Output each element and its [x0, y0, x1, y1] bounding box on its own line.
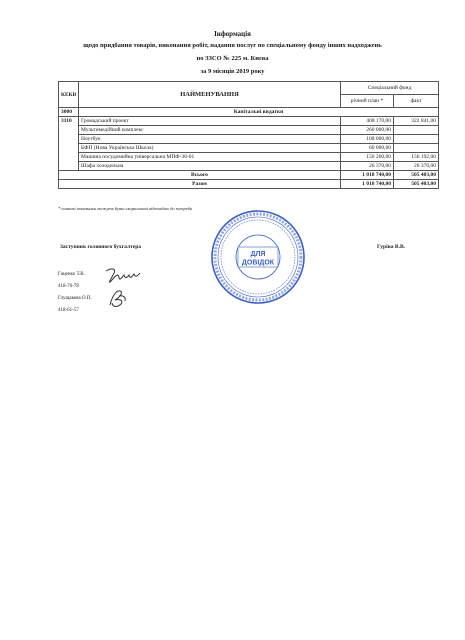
- row-fact: [394, 126, 439, 135]
- grand-total-row: [59, 180, 439, 189]
- executor-name-1: Гаценко Т.В.: [58, 272, 85, 277]
- report-table: [58, 81, 439, 189]
- table-header-row-1: [59, 82, 439, 95]
- executor-name-2: Глущакова О.П.: [58, 296, 92, 301]
- row-fact: [394, 144, 439, 153]
- row-name: БФП (Нова Українська Школа): [79, 144, 341, 153]
- header-annual-plan: річний план *: [341, 95, 394, 108]
- section-name: Капітальні видатки: [79, 108, 439, 117]
- section-code: 3000: [59, 108, 79, 117]
- row-name: Машина посудомийна універсальна МПФ-30-01: [79, 153, 341, 162]
- row-plan: 26 370,00: [341, 162, 394, 171]
- table-row: [59, 162, 439, 171]
- row-plan: 260 000,00: [341, 126, 394, 135]
- row-name: Громадський проект: [79, 117, 341, 126]
- official-stamp: [208, 207, 308, 307]
- table-row: [59, 117, 439, 126]
- total-row: [59, 171, 439, 180]
- executor-phone-1: 418-76-78: [58, 284, 79, 289]
- signatory-name: Гуріна В.В.: [377, 244, 406, 250]
- row-plan: 60 000,00: [341, 144, 394, 153]
- report-period: за 9 місяців 2019 року: [200, 68, 265, 75]
- total-fact: 505 403,00: [394, 171, 439, 180]
- row-name: Мультимедійний комплекс: [79, 126, 341, 135]
- row-fact: 156 192,00: [394, 153, 439, 162]
- row-fact: [394, 135, 439, 144]
- school-name: по ЗЗСО № 225 м. Києва: [196, 55, 269, 62]
- total-plan: 1 018 740,00: [341, 171, 394, 180]
- executor-phone-2: 418-61-57: [58, 308, 79, 313]
- signatory-position: Заступник головного бухгалтера: [60, 244, 142, 250]
- header-kekv: КЕКВ: [59, 82, 79, 108]
- group-code: 3110: [59, 117, 79, 171]
- row-plan: 408 170,00: [341, 117, 394, 126]
- document-subtitle: щодо придбання товарів, виконання робіт, надання послуг по спеціальному фонду інших надходжень: [83, 42, 382, 49]
- total-label: Всього: [59, 171, 341, 180]
- stamp-text-2: ДОВІДОК: [241, 259, 275, 267]
- grand-total-label: Разом: [59, 180, 341, 189]
- header-name: НАЙМЕНУВАННЯ: [79, 82, 341, 108]
- row-plan: 108 000,00: [341, 135, 394, 144]
- table-row: [59, 135, 439, 144]
- table-row: [59, 144, 439, 153]
- row-plan: 156 200,00: [341, 153, 394, 162]
- row-name: Шафа холодильна: [79, 162, 341, 171]
- stamp-text-1: ДЛЯ: [250, 251, 266, 258]
- grand-total-plan: 1 018 740,00: [341, 180, 394, 189]
- grand-total-fact: 505 403,00: [394, 180, 439, 189]
- handwritten-signature-1: [103, 265, 143, 287]
- document-title: Інформація: [214, 30, 251, 38]
- row-name: Ноутбук: [79, 135, 341, 144]
- handwritten-signature-2: [104, 287, 130, 309]
- header-special-fund: Спеціальний фонд: [341, 82, 439, 95]
- footnote: * планові показники можуть бути скориговані відповідно до потреби: [58, 206, 193, 211]
- table-row: [59, 126, 439, 135]
- section-row: [59, 108, 439, 117]
- row-fact: 26 370,00: [394, 162, 439, 171]
- table-row: [59, 153, 439, 162]
- header-fact: факт: [394, 95, 439, 108]
- row-fact: 322 841,00: [394, 117, 439, 126]
